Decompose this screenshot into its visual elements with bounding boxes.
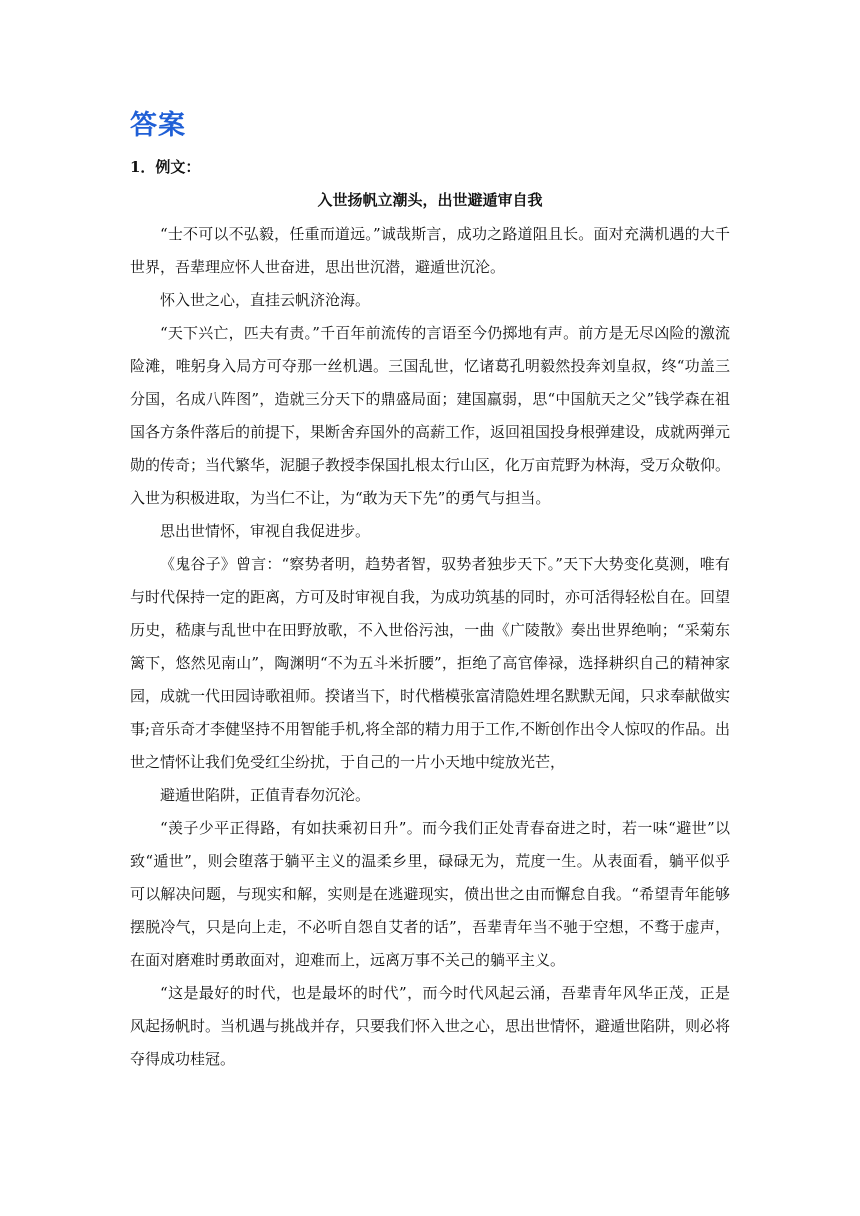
essay-paragraph: “羡子少平正得路，有如扶乘初日升”。而今我们正处青春奋进之时，若一味“避世”以致“遁世”，则会堕落于躺平主义的温柔乡里，碌碌无为，荒度一生。从表面看，躺平似乎可以解决问题，与现实和解，实则是在逃避现实，偾出世之由而懈怠自我。“希望青年能够摆脱冷气，只是向上走，不必听自怨自艾者的话”，吾辈青年当不驰于空想，不骛于虚声，在面对磨难时勇敢面对，迎难而上，远离万事不关己的躺平主义。 xyxy=(130,819,730,969)
essay-paragraph: “士不可以不弘毅，任重而道远。”诚哉斯言，成功之路道阻且长。面对充满机遇的大千世界，吾辈理应怀人世奋进，思出世沉潜，避遁世沉沦。 xyxy=(130,225,730,276)
essay-title: 入世扬帆立潮头，出世避遁审自我 xyxy=(317,191,543,209)
question-label: 1．例文： xyxy=(130,158,201,176)
essay-paragraph: 怀入世之心，直挂云帆济沧海。 xyxy=(160,291,371,309)
essay-body xyxy=(130,218,730,1076)
essay-paragraph: 《鬼谷子》曾言：“察势者明，趋势者智，驭势者独步天下。”天下大势变化莫测，唯有与时代保持一定的距离，方可及时审视自我，为成功筑基的同时，亦可活得轻松自在。回望历史，嵇康与乱世中在田野放歌，不入世俗污浊，一曲《广陵散》奏出世界绝响；“采菊东篱下，悠然见南山”，陶渊明“不为五斗米折腰”，拒绝了高官俸禄，选择耕织自己的精神家园，成就一代田园诗歌祖师。揆诸当下，时代楷模张富清隐姓埋名默默无闻，只求奉献做实事;音乐奇才李健坚持不用智能手机,将全部的精力用于工作,不断创作出令人惊叹的作品。出世之情怀让我们免受红尘纷扰，于自己的一片小天地中绽放光芒， xyxy=(130,555,731,771)
answer-heading: 答案 xyxy=(130,110,186,141)
essay-paragraph: “天下兴亡，匹夫有责。”千百年前流传的言语至今仍掷地有声。前方是无尽凶险的激流险滩，唯躬身入局方可夺那一丝机遇。三国乱世，忆诸葛孔明毅然投奔刘皇叔，终“功盖三分国，名成八阵图”，造就三分天下的鼎盛局面；建国羸弱，思“中国航天之父”钱学森在祖国各方条件落后的前提下，果断舍弃国外的高薪工作，返回祖国投身根弹建设，成就两弹元勋的传奇；当代繁华，泥腿子教授李保国扎根太行山区，化万亩荒野为林海，受万众敬仰。入世为积极进取，为当仁不让，为“敢为天下先”的勇气与担当。 xyxy=(130,324,731,507)
essay-paragraph: 思出世情怀，审视自我促进步。 xyxy=(160,522,371,540)
essay-paragraph: 避遁世陷阱，正值青春勿沉沦。 xyxy=(160,786,371,804)
essay-paragraph: “这是最好的时代，也是最坏的时代”，而今时代风起云涌，吾辈青年风华正茂，正是风起扬帆时。当机遇与挑战并存，只要我们怀入世之心，思出世情怀，避遁世陷阱，则必将夺得成功桂冠。 xyxy=(130,984,731,1068)
